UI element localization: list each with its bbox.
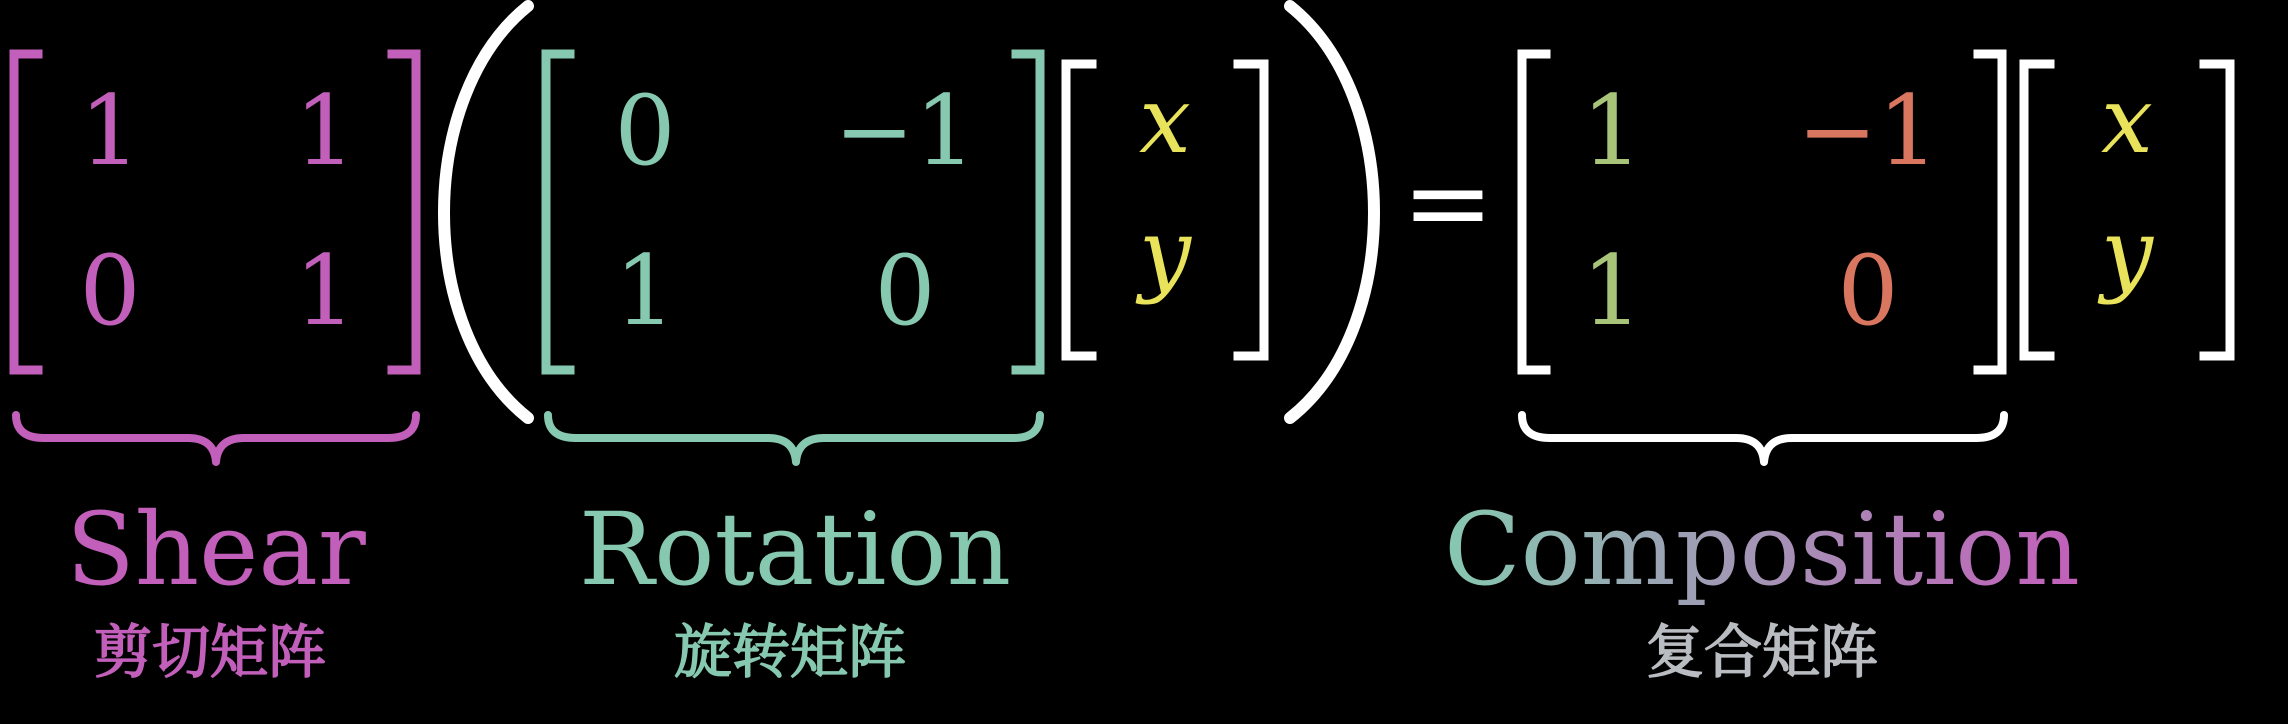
shear-brace [16, 415, 416, 462]
composition-label: Composition [1444, 491, 2080, 608]
composition-entry-r1c1: 1 [1581, 75, 1643, 187]
vector-right-left-bracket [2024, 64, 2050, 356]
rotation-label: Rotation [578, 491, 1012, 608]
shear-left-bracket [14, 54, 38, 370]
rotation-right-bracket [1016, 54, 1040, 370]
shear-entry-r1c1: 1 [79, 75, 141, 187]
rotation-entry-r1c1: 0 [614, 75, 676, 187]
rotation-entry-r2c1: 1 [614, 235, 676, 347]
rotation-matrix [546, 54, 1040, 370]
composition-entry-r2c1: 1 [1581, 235, 1643, 347]
vector-right-right-bracket [2204, 64, 2230, 356]
rotation-sublabel: 旋转矩阵 [673, 618, 907, 686]
vector-left-x: x [1139, 67, 1191, 174]
shear-entry-r1c2: 1 [294, 75, 356, 187]
shear-matrix [14, 54, 416, 370]
rotation-entry-r1c2: −1 [834, 75, 976, 187]
composition-left-bracket [1522, 54, 1546, 370]
composition-right-bracket [1978, 54, 2002, 370]
vector-left [1066, 64, 1264, 356]
vector-right [2024, 64, 2230, 356]
vector-right-x: x [2101, 67, 2153, 174]
left-parenthesis [444, 6, 528, 418]
composition-entry-r1c2: −1 [1797, 75, 1939, 187]
composition-brace [1522, 415, 2004, 462]
shear-sublabel: 剪切矩阵 [93, 618, 327, 686]
shear-entry-r2c1: 0 [79, 235, 141, 347]
equals-sign: = [1401, 138, 1495, 266]
shear-entry-r2c2: 1 [294, 235, 356, 347]
composition-sublabel: 复合矩阵 [1645, 618, 1879, 686]
rotation-left-bracket [546, 54, 570, 370]
vector-left-y: y [1139, 199, 1191, 306]
vector-left-right-bracket [1238, 64, 1264, 356]
composition-entry-r2c2: 0 [1837, 235, 1899, 347]
vector-right-y: y [2101, 199, 2153, 306]
shear-label: Shear [66, 491, 366, 608]
vector-left-left-bracket [1066, 64, 1092, 356]
right-parenthesis [1290, 6, 1374, 418]
shear-right-bracket [392, 54, 416, 370]
rotation-brace [548, 415, 1040, 462]
composition-matrix [1522, 54, 2002, 370]
rotation-entry-r2c2: 0 [874, 235, 936, 347]
